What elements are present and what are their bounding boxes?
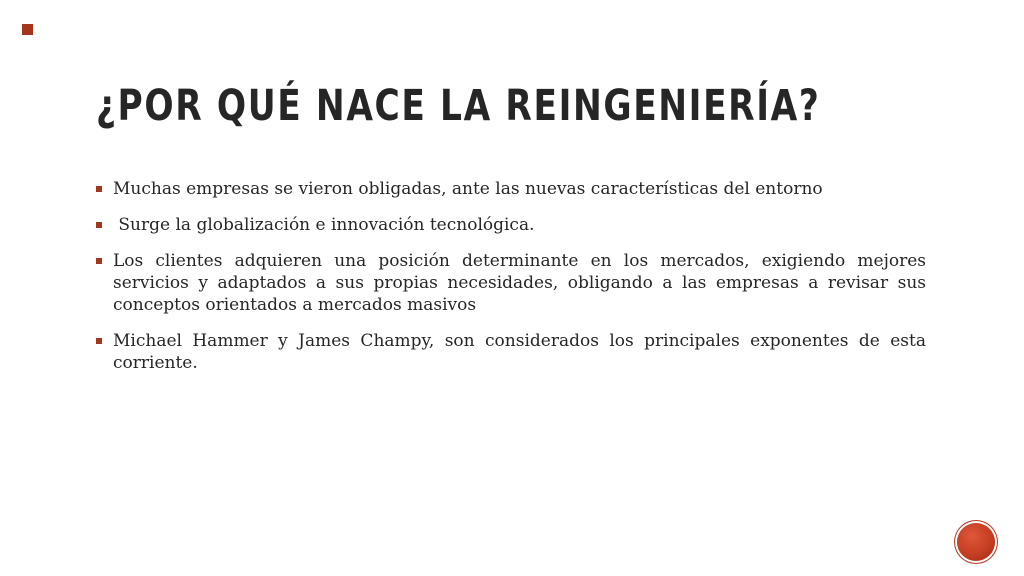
- bullet-text: Michael Hammer y James Champy, son considerados los principales exponentes de esta corriente.: [113, 331, 926, 373]
- slide-title: ¿POR QUÉ NACE LA REINGENIERÍA?: [96, 81, 821, 131]
- bullet-text: Muchas empresas se vieron obligadas, ante las nuevas características del entorno: [113, 179, 823, 199]
- square-bullet-icon: [96, 222, 102, 228]
- square-bullet-icon: [96, 258, 102, 264]
- square-bullet-icon: [96, 338, 102, 344]
- slide-number-badge: [957, 523, 995, 561]
- square-bullet-icon: [96, 186, 102, 192]
- bullet-list: [96, 178, 926, 388]
- bullet-item: [96, 330, 926, 374]
- slide-number: [957, 523, 995, 561]
- bullet-item: [96, 178, 926, 200]
- bullet-text: Los clientes adquieren una posición determinante en los mercados, exigiendo mejores servicios y adaptados a sus propias necesidades, obligando a las empresas a revisar sus conceptos orientados a mercados masivos: [113, 251, 926, 315]
- bullet-item: [96, 214, 926, 236]
- accent-square: [22, 24, 33, 35]
- bullet-text: Surge la globalización e innovación tecnológica.: [113, 215, 535, 235]
- bullet-item: [96, 250, 926, 316]
